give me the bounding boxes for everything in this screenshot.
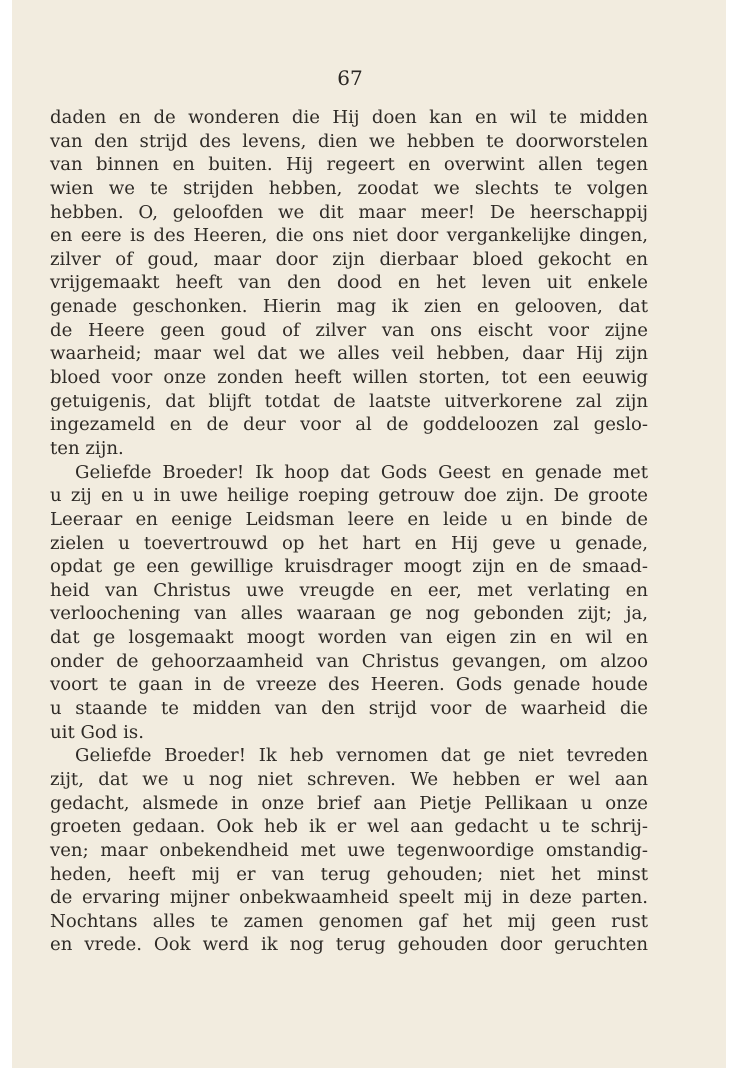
text-line: heid van Christus uwe vreugde en eer, met verlating en	[50, 579, 648, 601]
paragraph	[50, 744, 648, 957]
text-line: wien we te strijden hebben, zoodat we slechts te volgen	[50, 177, 648, 199]
text-line: hebben. O, geloofden we dit maar meer! De heerschappij	[50, 201, 648, 223]
text-line: van den strijd des levens, dien we hebben te doorworstelen	[50, 130, 648, 152]
book-page	[12, 0, 726, 1068]
text-line: bloed voor onze zonden heeft willen storten, tot een eeuwig	[50, 367, 648, 389]
text-line: zielen u toevertrouwd op het hart en Hij geve u genade,	[50, 532, 648, 554]
text-line: dat ge losgemaakt moogt worden van eigen zin en wil en	[50, 627, 648, 649]
text-line: gedacht, alsmede in onze brief aan Pietje Pellikaan u onze	[50, 792, 648, 814]
paragraph	[50, 106, 648, 461]
text-line: zijt, dat we u nog niet schreven. We hebben er wel aan	[50, 768, 648, 790]
text-line: u zij en u in uwe heilige roeping getrouw doe zijn. De groote	[50, 485, 648, 507]
text-line: verloochening van alles waaraan ge nog gebonden zijt; ja,	[50, 603, 648, 625]
text-line: uit God is.	[50, 721, 144, 743]
text-line: daden en de wonderen die Hij doen kan en wil te midden	[50, 107, 648, 128]
text-line: Nochtans alles te zamen genomen gaf het mij geen rust	[50, 910, 648, 932]
text-line: getuigenis, dat blijft totdat de laatste uitverkorene zal zijn	[50, 390, 648, 412]
text-line: Leeraar en eenige Leidsman leere en leide u en binde de	[50, 508, 648, 530]
text-line: opdat ge een gewillige kruisdrager moogt zijn en de smaad-	[50, 556, 648, 578]
text-line: zilver of goud, maar door zijn dierbaar bloed gekocht en	[50, 248, 648, 270]
text-line: genade geschonken. Hierin mag ik zien en gelooven, dat	[50, 296, 648, 318]
text-line: de Heere geen goud of zilver van ons eischt voor zijne	[50, 319, 648, 341]
text-line: ven; maar onbekendheid met uwe tegenwoordige omstandig-	[50, 839, 648, 861]
text-line: heden, heeft mij er van terug gehouden; niet het minst	[50, 863, 648, 885]
text-line: waarheid; maar wel dat we alles veil hebben, daar Hij zijn	[50, 343, 648, 365]
text-line: groeten gedaan. Ook heb ik er wel aan gedacht u te schrij-	[50, 816, 648, 838]
page-number: 67	[337, 66, 363, 90]
text-line: en eere is des Heeren, die ons niet door vergankelijke dingen,	[50, 225, 648, 247]
text-line: onder de gehoorzaamheid van Christus gevangen, om alzoo	[50, 650, 648, 672]
text-line: ingezameld en de deur voor al de goddeloozen zal geslo-	[50, 414, 648, 436]
text-line: u staande te midden van den strijd voor de waarheid die	[50, 698, 648, 720]
text-line: voort te gaan in de vreeze des Heeren. Gods genade houde	[50, 674, 648, 696]
text-line: Geliefde Broeder! Ik heb vernomen dat ge niet tevreden	[75, 745, 648, 767]
body-text	[50, 106, 648, 957]
text-line: en vrede. Ook werd ik nog terug gehouden door geruchten	[50, 934, 648, 956]
text-line: van binnen en buiten. Hij regeert en overwint allen tegen	[50, 154, 648, 176]
text-line: Geliefde Broeder! Ik hoop dat Gods Geest en genade met	[75, 461, 648, 483]
text-line: ten zijn.	[50, 437, 124, 459]
paragraph	[50, 461, 648, 745]
text-line: de ervaring mijner onbekwaamheid speelt mij in deze parten.	[50, 887, 648, 909]
text-line: vrijgemaakt heeft van den dood en het leven uit enkele	[50, 272, 648, 294]
